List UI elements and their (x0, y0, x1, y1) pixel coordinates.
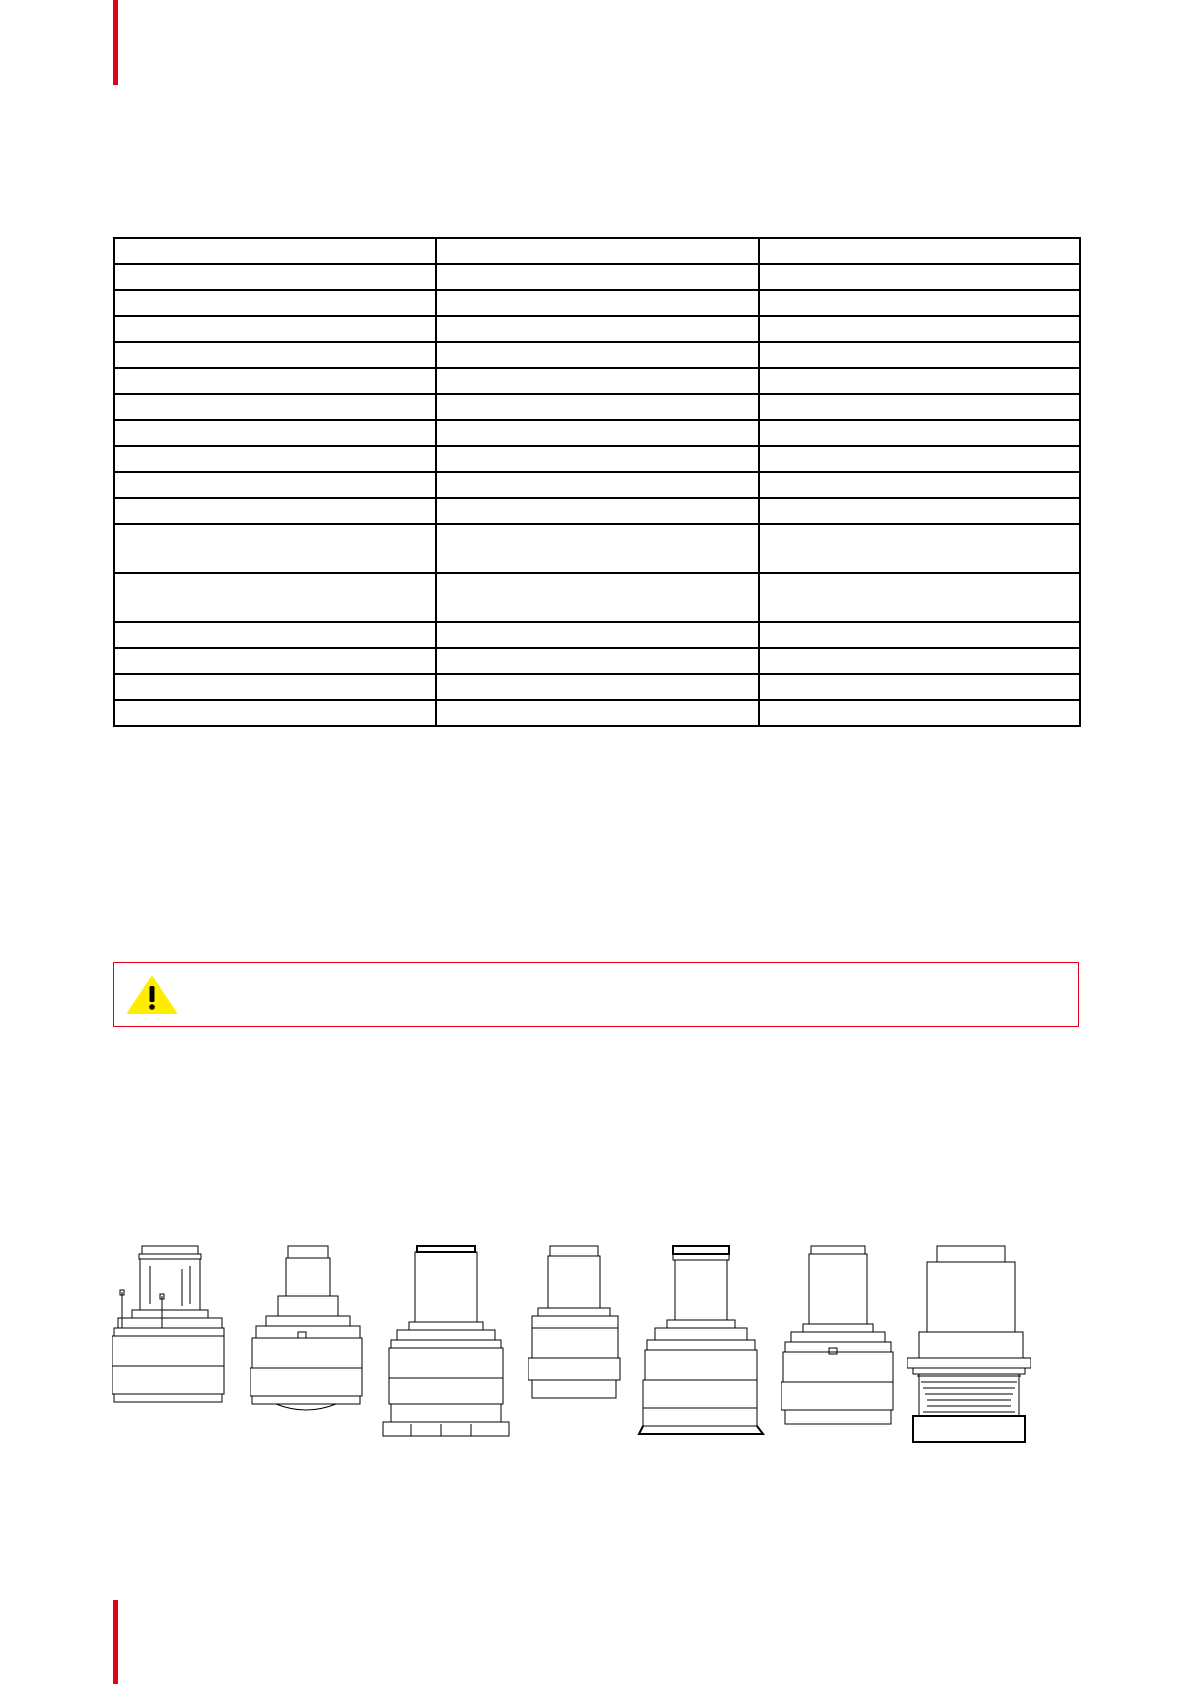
table-cell (114, 238, 436, 264)
table-cell (114, 524, 436, 573)
lens-illustration (528, 1244, 622, 1404)
table-cell (114, 573, 436, 622)
table-cell (114, 264, 436, 290)
table-cell (759, 674, 1080, 700)
table-cell (436, 446, 759, 472)
table-cell (759, 472, 1080, 498)
table-cell (759, 420, 1080, 446)
table-cell (436, 368, 759, 394)
table-cell (436, 238, 759, 264)
table-cell (759, 342, 1080, 368)
table-cell (436, 573, 759, 622)
table-cell (114, 394, 436, 420)
table-row (114, 674, 1080, 700)
table-row (114, 290, 1080, 316)
table-row (114, 368, 1080, 394)
table-row (114, 573, 1080, 622)
table-cell (114, 622, 436, 648)
table-row (114, 648, 1080, 674)
table-cell (759, 573, 1080, 622)
table-cell (436, 674, 759, 700)
table-cell (436, 394, 759, 420)
table-row (114, 342, 1080, 368)
table-row (114, 498, 1080, 524)
table-cell (114, 674, 436, 700)
lens-illustration (637, 1244, 765, 1439)
table-cell (436, 498, 759, 524)
table-row (114, 472, 1080, 498)
table-row (114, 238, 1080, 264)
table-cell (114, 472, 436, 498)
table-cell (114, 420, 436, 446)
table-cell (436, 648, 759, 674)
table-cell (114, 290, 436, 316)
table-cell (436, 472, 759, 498)
table-cell (759, 524, 1080, 573)
table-cell (759, 264, 1080, 290)
table-cell (114, 498, 436, 524)
lens-specification-table (113, 237, 1081, 727)
table-row (114, 700, 1080, 726)
table-cell (114, 648, 436, 674)
lens-illustration (381, 1244, 511, 1444)
table-cell (759, 238, 1080, 264)
caution-box (113, 962, 1079, 1027)
table-cell (759, 446, 1080, 472)
table-cell (436, 622, 759, 648)
header-accent-bar (113, 0, 118, 85)
table-cell (436, 290, 759, 316)
table-cell (436, 316, 759, 342)
table-row (114, 524, 1080, 573)
table-cell (759, 290, 1080, 316)
lens-illustration (907, 1244, 1031, 1449)
lens-illustration (112, 1244, 226, 1424)
warning-triangle-icon (126, 975, 178, 1015)
table-row (114, 316, 1080, 342)
table-cell (436, 420, 759, 446)
table-cell (114, 342, 436, 368)
table-cell (114, 368, 436, 394)
table-cell (436, 700, 759, 726)
table-cell (436, 264, 759, 290)
table-row (114, 622, 1080, 648)
lens-illustration (781, 1244, 895, 1434)
table-cell (759, 394, 1080, 420)
lens-illustration (250, 1244, 364, 1429)
table-row (114, 420, 1080, 446)
table-cell (759, 622, 1080, 648)
table-cell (759, 648, 1080, 674)
table-cell (114, 700, 436, 726)
table-cell (114, 316, 436, 342)
table-cell (114, 446, 436, 472)
table-cell (436, 524, 759, 573)
table-cell (436, 342, 759, 368)
table-cell (759, 368, 1080, 394)
table-cell (759, 700, 1080, 726)
table-cell (759, 316, 1080, 342)
table-row (114, 394, 1080, 420)
table-row (114, 264, 1080, 290)
footer-accent-bar (113, 1600, 118, 1684)
table-row (114, 446, 1080, 472)
table-cell (759, 498, 1080, 524)
